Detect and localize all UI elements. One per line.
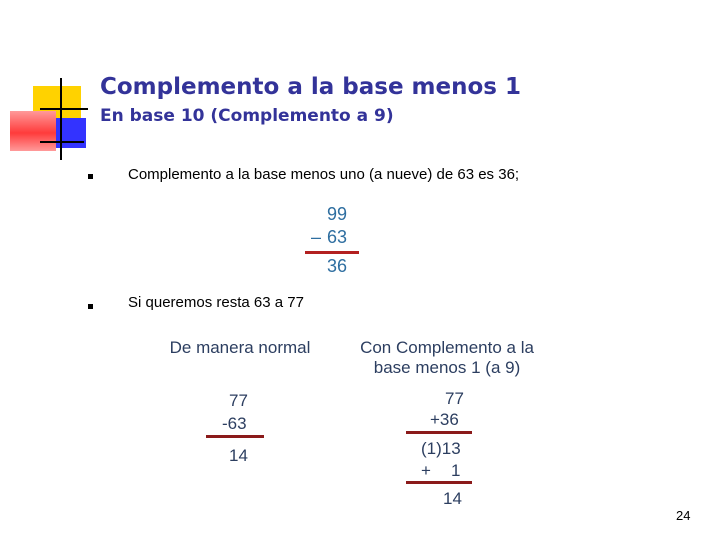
example-1-result-rule <box>305 251 359 254</box>
complement-method-header-line-1: Con Complemento a la <box>360 338 534 357</box>
complement-result: 14 <box>443 489 462 508</box>
complement-method-header-line-2: base menos 1 (a 9) <box>373 358 521 377</box>
decorative-horizontal-line <box>40 108 88 110</box>
normal-result-rule <box>206 435 264 438</box>
decorative-red-square <box>10 111 56 151</box>
example-1-result: 36 <box>327 256 348 276</box>
normal-subtrahend: -63 <box>222 414 247 433</box>
slide-subtitle: En base 10 (Complemento a 9) <box>100 106 394 126</box>
example-1-subtrahend: 63 <box>327 227 348 247</box>
complement-result-rule <box>406 481 472 484</box>
example-1-minuend: 99 <box>327 204 348 224</box>
bullet-text-1: Complemento a la base menos uno (a nueve) de 63 es 36; <box>128 166 520 183</box>
complement-partial-sum: (1)13 <box>421 439 461 458</box>
normal-method-header: De manera normal <box>169 338 311 357</box>
bullet-marker <box>88 174 93 179</box>
page-number: 24 <box>676 508 691 523</box>
complement-carry-plus-sign: + <box>421 461 431 480</box>
decorative-horizontal-line-lower <box>40 141 84 143</box>
normal-result: 14 <box>229 446 248 465</box>
normal-minuend: 77 <box>229 391 248 410</box>
bullet-text-2: Si queremos resta 63 a 77 <box>128 294 304 311</box>
bullet-marker <box>88 304 93 309</box>
slide-title: Complemento a la base menos 1 <box>100 74 521 100</box>
decorative-vertical-line <box>60 78 62 160</box>
complement-carry: 1 <box>451 461 461 480</box>
example-1-minus-sign: – <box>311 227 322 247</box>
complement-partial-rule <box>406 431 472 434</box>
complement-addend: +36 <box>430 410 459 429</box>
complement-minuend: 77 <box>445 389 464 408</box>
